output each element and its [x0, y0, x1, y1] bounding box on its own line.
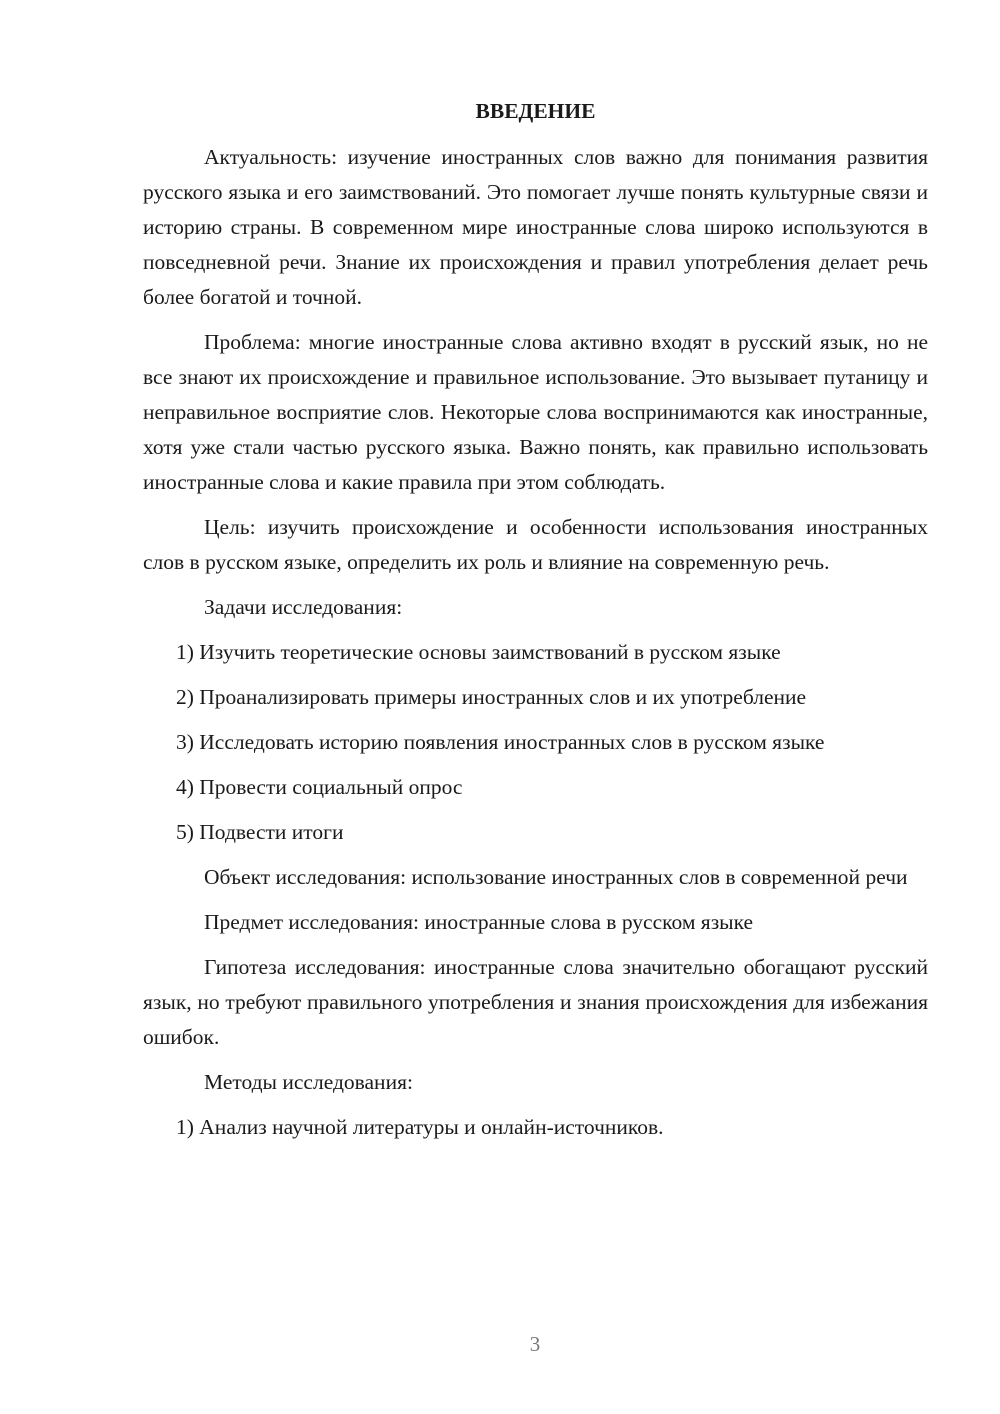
task-item-4: 4) Провести социальный опрос [176, 775, 463, 799]
subject-paragraph: Предмет исследования: иностранные слова в русском языке [204, 910, 754, 934]
document-page [143, 94, 928, 1155]
page-number: 3 [529, 1332, 541, 1356]
method-item-1: 1) Анализ научной литературы и онлайн-источников. [176, 1115, 664, 1139]
hypothesis-paragraph: Гипотеза исследования: иностранные слова значительно обогащают русский язык, но требуют правильного употребления и знания происхождения для избежания ошибок. [143, 955, 928, 1049]
task-item-5: 5) Подвести итоги [176, 820, 344, 844]
methods-heading: Методы исследования: [204, 1070, 413, 1094]
relevance-paragraph: Актуальность: изучение иностранных слов важно для понимания развития русского языка и его заимствований. Это помогает лучше понять культурные связи и историю страны. В современном мире иностранные слова широко используются в повседневной речи. Знание их происхождения и правил употребления делает речь более богатой и точной. [143, 145, 928, 309]
goal-paragraph: Цель: изучить происхождение и особенности использования иностранных слов в русском языке, определить их роль и влияние на современную речь. [143, 515, 928, 574]
tasks-heading: Задачи исследования: [204, 595, 403, 619]
task-item-1: 1) Изучить теоретические основы заимствований в русском языке [176, 640, 781, 664]
problem-paragraph: Проблема: многие иностранные слова активно входят в русский язык, но не все знают их происхождение и правильное использование. Это вызывает путаницу и неправильное восприятие слов. Некоторые слова воспринимаются как иностранные, хотя уже стали частью русского языка. Важно понять, как правильно использовать иностранные слова и какие правила при этом соблюдать. [143, 330, 928, 494]
object-paragraph: Объект исследования: использование иностранных слов в современной речи [204, 865, 908, 889]
task-item-3: 3) Исследовать историю появления иностранных слов в русском языке [176, 730, 825, 754]
section-title: ВВЕДЕНИЕ [475, 99, 596, 123]
task-item-2: 2) Проанализировать примеры иностранных слов и их употребление [176, 685, 807, 709]
